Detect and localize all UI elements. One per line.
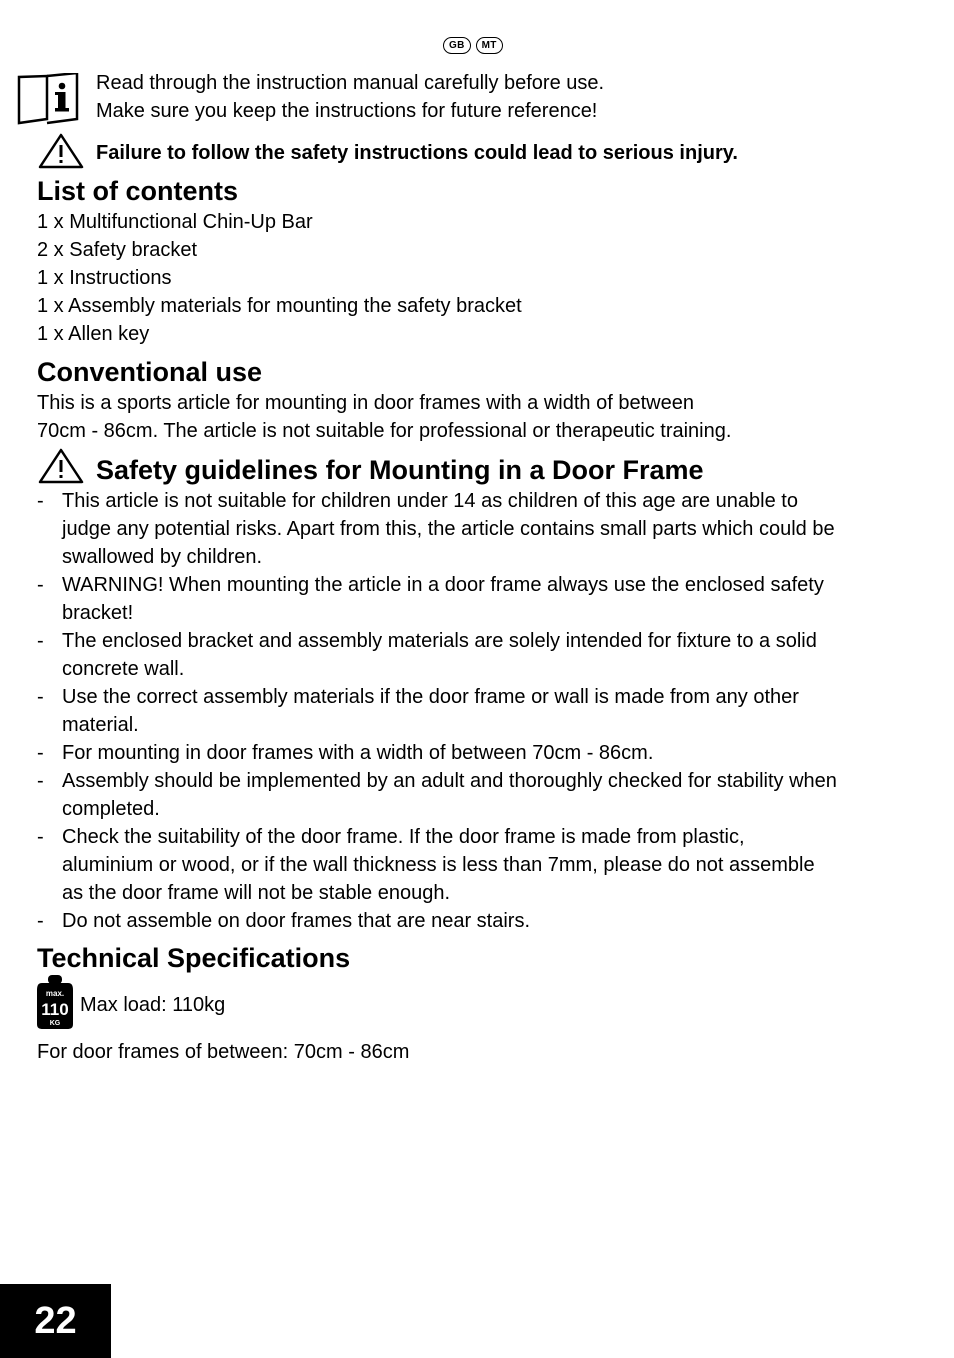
contents-item: 1 x Instructions xyxy=(37,267,172,289)
page-number: 22 xyxy=(0,1284,111,1358)
lang-badge-gb: GB xyxy=(443,37,471,54)
list-item xyxy=(37,627,837,683)
safety-item-text: Assembly should be implemented by an adult and thoroughly checked for stability when completed. xyxy=(62,770,837,820)
safety-item-text: WARNING! When mounting the article in a door frame always use the enclosed safety bracket! xyxy=(62,574,824,624)
list-item xyxy=(37,683,837,739)
safety-guidelines-list xyxy=(37,487,837,935)
bullet-dash: - xyxy=(37,910,44,932)
conventional-use-line-1: This is a sports article for mounting in door frames with a width of between xyxy=(37,392,694,414)
weight-icon-value: 110 xyxy=(41,1000,69,1019)
conventional-use-heading: Conventional use xyxy=(37,357,263,387)
safety-guidelines-heading: Safety guidelines for Mounting in a Door Frame xyxy=(96,455,704,485)
contents-heading: List of contents xyxy=(37,176,238,206)
contents-item: 1 x Allen key xyxy=(37,323,150,345)
safety-warning-text: Failure to follow the safety instructions could lead to serious injury. xyxy=(96,142,738,164)
weight-icon-max-label: max. xyxy=(45,989,65,998)
safety-item-text: Use the correct assembly materials if the door frame or wall is made from any other material. xyxy=(62,686,799,736)
list-item xyxy=(37,767,837,823)
bullet-dash: - xyxy=(37,742,44,764)
list-item xyxy=(37,571,837,627)
warning-triangle-icon xyxy=(38,133,84,169)
door-frames-text: For door frames of between: 70cm - 86cm xyxy=(37,1041,410,1063)
intro-line-1: Read through the instruction manual carefully before use. xyxy=(96,72,605,94)
manual-info-icon xyxy=(17,73,81,125)
list-item xyxy=(37,907,837,935)
list-item xyxy=(37,739,837,767)
language-badges xyxy=(443,37,503,54)
conventional-use-line-2: 70cm - 86cm. The article is not suitable for professional or therapeutic training. xyxy=(37,420,732,442)
contents-item: 1 x Multifunctional Chin-Up Bar xyxy=(37,211,313,233)
technical-specs-heading: Technical Specifications xyxy=(37,943,351,973)
intro-line-2: Make sure you keep the instructions for future reference! xyxy=(96,100,598,122)
bullet-dash: - xyxy=(37,826,44,848)
safety-item-text: This article is not suitable for children under 14 as children of this age are unable to judge any potential risks. Apart from this, the article contains small parts which could be swallowed by children. xyxy=(62,490,835,568)
warning-triangle-icon xyxy=(38,448,84,484)
bullet-dash: - xyxy=(37,490,44,512)
lang-badge-mt: MT xyxy=(476,37,503,54)
safety-item-text: The enclosed bracket and assembly materials are solely intended for fixture to a solid concrete wall. xyxy=(62,630,817,680)
bullet-dash: - xyxy=(37,686,44,708)
bullet-dash: - xyxy=(37,770,44,792)
list-item xyxy=(37,487,837,571)
safety-item-text: Check the suitability of the door frame. If the door frame is made from plastic, aluminium or wood, or if the wall thickness is less than 7mm, please do not assemble as the door frame will not be stable enough. xyxy=(62,826,815,904)
weight-icon-unit: KG xyxy=(49,1020,61,1027)
safety-item-text: For mounting in door frames with a width of between 70cm - 86cm. xyxy=(62,742,654,764)
safety-item-text: Do not assemble on door frames that are near stairs. xyxy=(62,910,531,932)
bullet-dash: - xyxy=(37,630,44,652)
contents-item: 1 x Assembly materials for mounting the safety bracket xyxy=(37,295,522,317)
list-item xyxy=(37,823,837,907)
bullet-dash: - xyxy=(37,574,44,596)
max-weight-icon xyxy=(36,974,74,1030)
max-load-text: Max load: 110kg xyxy=(80,994,226,1016)
contents-item: 2 x Safety bracket xyxy=(37,239,198,261)
